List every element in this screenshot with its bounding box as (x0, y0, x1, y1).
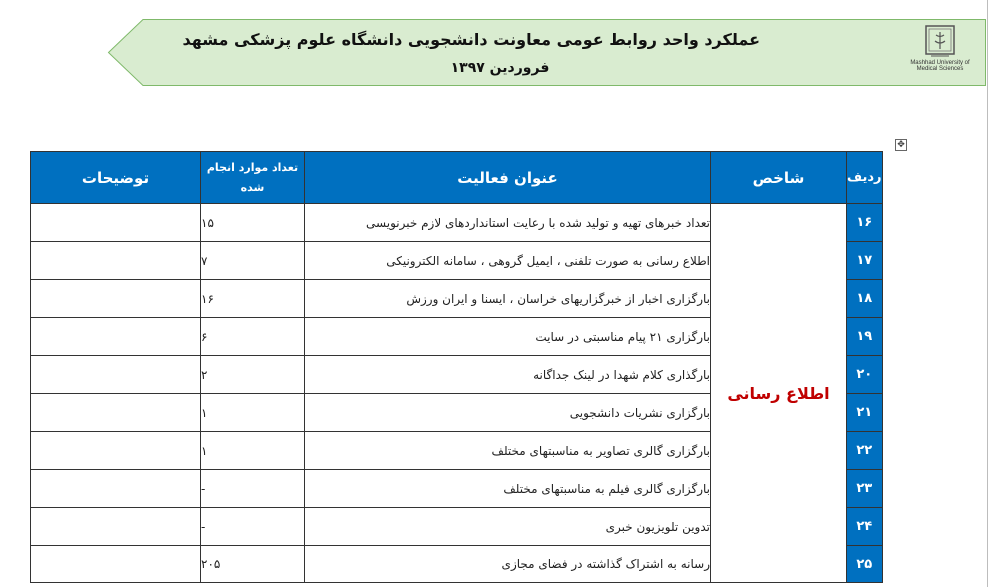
activity-notes (31, 394, 201, 432)
row-number: ۲۴ (847, 508, 883, 546)
report-date: فروردین ۱۳۹۷ (450, 60, 550, 76)
activity-title: اطلاع رسانی به صورت تلفنی ، ایمیل گروهی ، سامانه الکترونیکی (305, 242, 711, 280)
row-number: ۱۶ (847, 204, 883, 242)
activity-count: ۱۶ (201, 280, 305, 318)
row-number: ۱۸ (847, 280, 883, 318)
activity-count: - (201, 470, 305, 508)
activity-count: ۶ (201, 318, 305, 356)
activity-notes (31, 356, 201, 394)
header-index: شاخص (711, 152, 847, 204)
activity-notes (31, 470, 201, 508)
page-edge (987, 0, 988, 587)
row-number: ۲۲ (847, 432, 883, 470)
header-notes: توضیحات (31, 152, 201, 204)
activity-notes (31, 204, 201, 242)
activity-title: بارگذاری کلام شهدا در لینک جداگانه (305, 356, 711, 394)
activity-title: رسانه به اشتراک گذاشته در فضای مجازی (305, 546, 711, 583)
row-number: ۲۵ (847, 546, 883, 583)
table-header-row (31, 152, 883, 204)
activity-title: بارگزاری ۲۱ پیام مناسبتی در سایت (305, 318, 711, 356)
logo-caption-line1: Mashhad University of (910, 60, 970, 66)
row-number: ۲۱ (847, 394, 883, 432)
activity-count: ۷ (201, 242, 305, 280)
activity-title: بارگزاری اخبار از خبرگزاریهای خراسان ، ایسنا و ایران ورزش (305, 280, 711, 318)
header-count: تعداد موارد انجام شده (201, 152, 305, 204)
row-number: ۲۰ (847, 356, 883, 394)
header-activity: عنوان فعالیت (305, 152, 711, 204)
activity-count: ۲ (201, 356, 305, 394)
activity-count: ۱۵ (201, 204, 305, 242)
activity-notes (31, 242, 201, 280)
index-label: اطلاع رسانی (711, 204, 847, 583)
activity-count: ۱ (201, 432, 305, 470)
table-row (31, 204, 883, 242)
report-title: عملکرد واحد روابط عومی معاونت دانشجویی دانشگاه علوم پزشکی مشهد (182, 30, 760, 49)
university-emblem-icon (923, 24, 957, 60)
header-row-number: ردیف (847, 152, 883, 204)
activity-notes (31, 432, 201, 470)
activity-title: بارگزاری نشریات دانشجویی (305, 394, 711, 432)
logo-caption-line2: Medical Sciences (916, 66, 964, 72)
activity-table (30, 151, 883, 583)
activity-title: تعداد خبرهای تهیه و تولید شده با رعایت استانداردهای لازم خبرنویسی (305, 204, 711, 242)
activity-count: ۲۰۵ (201, 546, 305, 583)
activity-count: ۱ (201, 394, 305, 432)
activity-title: بارگزاری گالری تصاویر به مناسبتهای مختلف (305, 432, 711, 470)
table-move-handle-icon[interactable]: ✥ (895, 139, 907, 151)
activity-title: تدوین تلویزیون خبری (305, 508, 711, 546)
activity-notes (31, 280, 201, 318)
row-number: ۱۷ (847, 242, 883, 280)
activity-notes (31, 508, 201, 546)
university-logo (905, 24, 975, 84)
activity-notes (31, 318, 201, 356)
activity-title: بارگزاری گالری فیلم به مناسبتهای مختلف (305, 470, 711, 508)
activity-notes (31, 546, 201, 583)
row-number: ۲۳ (847, 470, 883, 508)
activity-count: - (201, 508, 305, 546)
row-number: ۱۹ (847, 318, 883, 356)
